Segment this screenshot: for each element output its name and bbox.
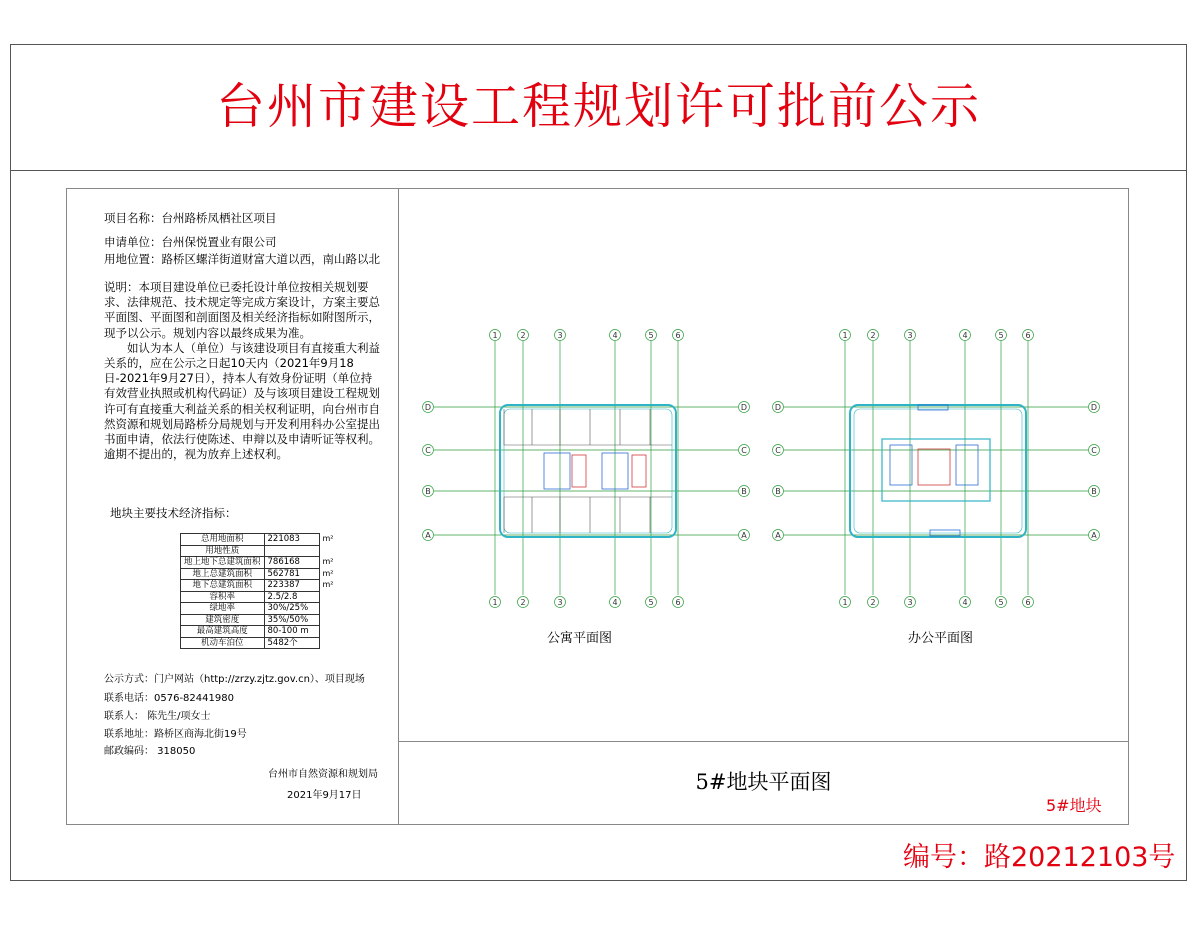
grid-letter: B — [741, 487, 747, 496]
indicator-key: 建筑密度 — [181, 614, 265, 626]
sheet-title: 5#地块平面图 — [695, 770, 832, 794]
grid-letter: A — [425, 531, 431, 540]
indicator-value: 786168 — [264, 557, 319, 569]
postcode: 邮政编码： 318050 — [104, 746, 196, 757]
grid-number: 2 — [870, 598, 876, 607]
grid-letter: C — [775, 446, 781, 455]
contact-address: 联系地址：路桥区商海北街19号 — [104, 729, 247, 740]
indicator-row — [181, 580, 338, 592]
indicator-key: 地上总建筑面积 — [181, 568, 265, 580]
indicator-unit — [319, 591, 337, 603]
publish-method: 公示方式：门户网站（http://zrzy.zjtz.gov.cn）、项目现场 — [104, 674, 365, 685]
indicator-value: 562781 — [264, 568, 319, 580]
indicator-value: 221083 — [264, 534, 319, 546]
grid-number: 5 — [998, 331, 1004, 340]
grid-number: 5 — [648, 598, 654, 607]
indicator-row — [181, 557, 338, 569]
project-name: 项目名称：台州路桥凤栖社区项目 — [104, 211, 277, 225]
indicators-table — [180, 533, 338, 649]
indicator-unit — [319, 545, 337, 557]
grid-number: 5 — [648, 331, 654, 340]
grid-letter: B — [1091, 487, 1097, 496]
grid-number: 6 — [675, 598, 681, 607]
indicator-unit — [319, 626, 337, 638]
slab-outline — [850, 405, 1026, 537]
grid-number: 6 — [1025, 331, 1031, 340]
grid-letter: C — [1091, 446, 1097, 455]
indicator-key: 地上地下总建筑面积 — [181, 557, 265, 569]
slab-inner-outline — [504, 409, 672, 533]
issuer: 台州市自然资源和规划局 — [268, 769, 378, 780]
grid-number: 2 — [870, 331, 876, 340]
indicators-heading: 地块主要技术经济指标： — [110, 506, 237, 520]
indicator-key: 用地性质 — [181, 545, 265, 557]
grid-number: 1 — [842, 598, 848, 607]
stair-core — [890, 445, 912, 485]
explanation-p2: 如认为本人（单位）与该建设项目有直接重大利益关系的，应在公示之日起10天内（2021年9月18日-2021年9月27日），持本人有效身份证明（单位持有效营业执照或机构代码证）及与该项目建设工程规划许可有直接重大利益关系的相关权利证明，向台州市自然资源和规划局路桥分局规划与开发利用科办公室提出书面申请，依法行使陈述、申辩以及申请听证等权利。逾期不提出的，视为放弃上述权利。 — [104, 340, 380, 462]
grid-letter: B — [425, 487, 431, 496]
indicator-value: 35%/50% — [264, 614, 319, 626]
panel-divider-horizontal — [398, 741, 1129, 742]
slab-outline — [500, 405, 676, 537]
grid-number: 2 — [520, 598, 526, 607]
indicator-value — [264, 545, 319, 557]
grid-number: 4 — [962, 331, 968, 340]
indicator-value: 223387 — [264, 580, 319, 592]
explanation-p1: 说明：本项目建设单位已委托设计单位按相关规划要求、法律规范、技术规定等完成方案设计，方案主要总平面图、平面图和剖面图及相关经济指标如附图所示，现予以公示。规划内容以最终成果为准。 — [104, 280, 380, 340]
grid-letter: B — [775, 487, 781, 496]
explanation — [104, 280, 380, 462]
grid-number: 2 — [520, 331, 526, 340]
indicator-key: 地下总建筑面积 — [181, 580, 265, 592]
applicant: 申请单位：台州保悦置业有限公司 — [104, 235, 277, 249]
grid-letter: D — [774, 403, 782, 412]
indicator-key: 最高建筑高度 — [181, 626, 265, 638]
indicator-unit — [319, 614, 337, 626]
indicator-value: 30%/25% — [264, 603, 319, 615]
apartment-plan-label: 公寓平面图 — [547, 631, 613, 646]
grid-letter: D — [740, 403, 748, 412]
grid-number: 3 — [907, 331, 913, 340]
location: 用地位置：路桥区螺洋街道财富大道以西，南山路以北 — [104, 252, 380, 266]
grid-number: 3 — [557, 598, 563, 607]
permit-code: 编号：路20212103号 — [903, 842, 1176, 873]
indicator-value: 80-100 m — [264, 626, 319, 638]
grid-number: 6 — [675, 331, 681, 340]
elevator-core — [918, 449, 950, 485]
grid-number: 3 — [907, 598, 913, 607]
indicator-row — [181, 603, 338, 615]
elevator-core — [632, 455, 646, 487]
apartment-floor-plan — [420, 325, 760, 615]
slab-inner-outline — [854, 409, 1022, 533]
grid-letter: A — [741, 531, 747, 540]
indicator-row — [181, 534, 338, 546]
indicator-row — [181, 568, 338, 580]
title-divider — [10, 170, 1187, 171]
office-floor-plan — [770, 325, 1110, 615]
grid-number: 5 — [998, 598, 1004, 607]
stair-core — [544, 453, 570, 489]
indicator-key: 总用地面积 — [181, 534, 265, 546]
indicator-row — [181, 591, 338, 603]
indicator-key: 机动车泊位 — [181, 637, 265, 649]
notice-title: 台州市建设工程规划许可批前公示 — [215, 78, 981, 135]
indicator-value: 5482个 — [264, 637, 319, 649]
grid-number: 4 — [612, 598, 618, 607]
grid-letter: C — [425, 446, 431, 455]
indicator-unit: m² — [322, 534, 334, 544]
office-plan-label: 办公平面图 — [908, 631, 974, 646]
issue-date: 2021年9月17日 — [287, 790, 362, 801]
indicator-row — [181, 545, 338, 557]
office-core — [882, 439, 990, 501]
indicator-row — [181, 637, 338, 649]
grid-letter: A — [775, 531, 781, 540]
indicator-unit: m² — [322, 557, 334, 567]
indicator-unit — [319, 637, 337, 649]
indicator-value: 2.5/2.8 — [264, 591, 319, 603]
elevator-core — [572, 455, 586, 487]
contact-phone: 联系电话：0576-82441980 — [104, 693, 234, 704]
indicator-unit: m² — [322, 568, 334, 578]
grid-number: 6 — [1025, 598, 1031, 607]
indicator-unit — [319, 603, 337, 615]
grid-number: 1 — [842, 331, 848, 340]
block-label: 5#地块 — [1046, 796, 1102, 815]
grid-letter: D — [1090, 403, 1098, 412]
panel-divider-vertical — [398, 188, 399, 825]
contact-person: 联系人： 陈先生/项女士 — [104, 711, 211, 722]
indicator-key: 容积率 — [181, 591, 265, 603]
grid-number: 4 — [962, 598, 968, 607]
grid-number: 1 — [492, 331, 498, 340]
indicator-unit: m² — [322, 580, 334, 590]
grid-letter: A — [1091, 531, 1097, 540]
indicator-row — [181, 614, 338, 626]
indicator-key: 绿地率 — [181, 603, 265, 615]
stair-core — [956, 445, 978, 485]
grid-letter: D — [424, 403, 432, 412]
grid-number: 1 — [492, 598, 498, 607]
grid-number: 3 — [557, 331, 563, 340]
grid-number: 4 — [612, 331, 618, 340]
grid-letter: C — [741, 446, 747, 455]
indicator-row — [181, 626, 338, 638]
